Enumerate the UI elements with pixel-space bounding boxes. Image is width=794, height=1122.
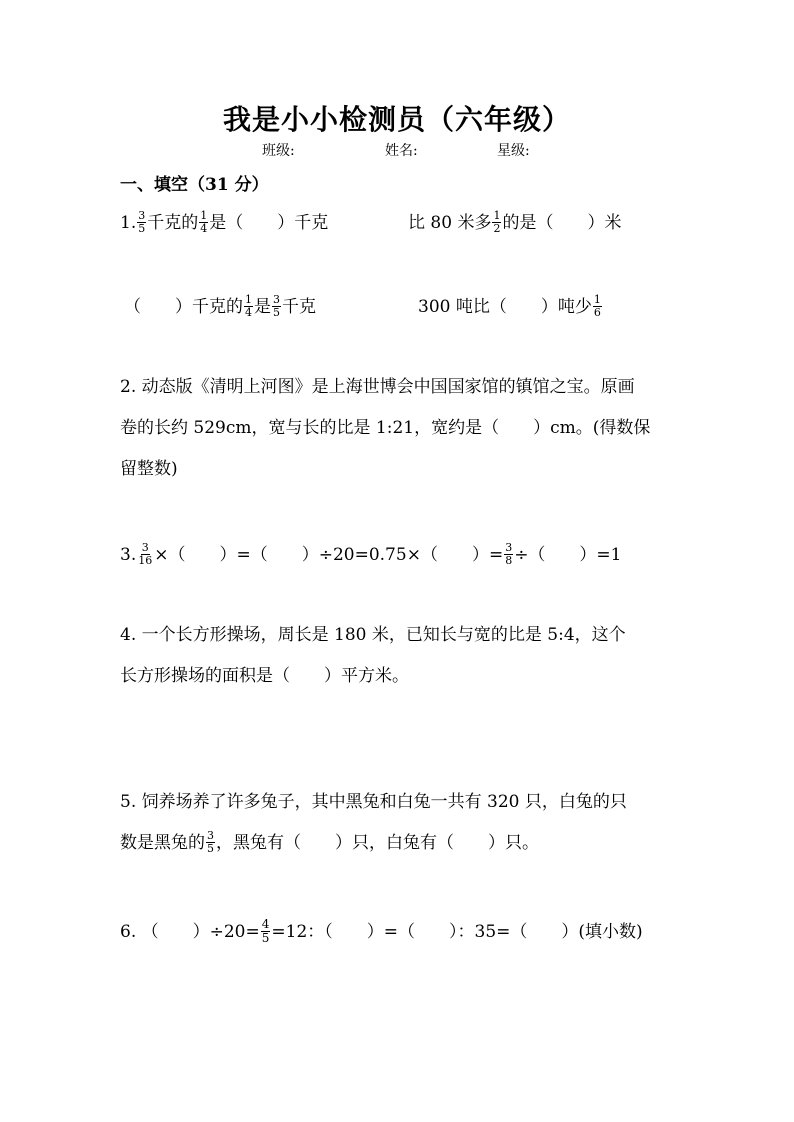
denominator: 4	[200, 222, 208, 235]
fraction	[206, 830, 215, 855]
text: 是	[254, 297, 271, 317]
numerator: 3	[273, 293, 280, 306]
numerator: 3	[505, 541, 513, 554]
section-heading: 一、填空（31 分）	[120, 175, 269, 195]
text: 300 吨比（ ）吨少	[418, 297, 592, 317]
numerator: 1	[593, 293, 601, 306]
fraction	[492, 210, 501, 235]
fraction	[261, 918, 271, 945]
fraction	[244, 294, 253, 319]
numerator: 3	[141, 541, 149, 554]
denominator: 2	[493, 222, 501, 235]
text: （ ）千克的	[124, 297, 243, 317]
text: 的是（ ）米	[502, 213, 622, 233]
fraction	[272, 294, 281, 319]
question-5-line-2	[120, 823, 680, 864]
text: ×（ ）=（ ）÷20=0.75×（ ）=	[154, 545, 504, 565]
fraction	[593, 294, 602, 319]
text: =12：（ ）=（ ）：35=（ ）(填小数)	[271, 922, 643, 942]
numerator: 3	[207, 829, 214, 842]
text: 千克的	[147, 213, 199, 233]
numerator: 3	[138, 209, 146, 222]
denominator: 5	[261, 931, 270, 945]
question-4-line-1: 4. 一个长方形操场，周长是 180 米，已知长与宽的比是 5:4，这个	[120, 625, 626, 645]
numerator: 1	[200, 209, 208, 222]
name-label: 姓名:	[385, 143, 418, 159]
question-3	[120, 543, 622, 568]
question-5	[120, 782, 680, 864]
text: 是（ ）千克	[209, 213, 329, 233]
question-2	[120, 367, 680, 490]
question-1b	[408, 211, 621, 236]
page-title: 我是小小检测员（六年级）	[222, 103, 571, 136]
denominator: 5	[207, 842, 214, 855]
question-2-line-3: 留整数)	[120, 459, 178, 479]
question-2-line-2: 卷的长约 529cm，宽与长的比是 1:21，宽约是（ ）cm。(得数保	[120, 418, 651, 438]
denominator: 8	[505, 554, 513, 567]
question-1a	[120, 211, 328, 236]
denominator: 4	[245, 306, 252, 319]
text: ÷（ ）=1	[514, 545, 622, 565]
question-5-line-1: 5. 饲养场养了许多兔子，其中黑兔和白兔一共有 320 只，白兔的只	[120, 792, 627, 812]
denominator: 6	[593, 306, 601, 319]
fraction	[199, 210, 208, 235]
numerator: 1	[493, 209, 501, 222]
text: ，黑兔有（ ）只，白兔有（ ）只。	[216, 833, 539, 853]
question-4-line-2: 长方形操场的面积是（ ）平方米。	[120, 666, 409, 686]
text: 比 80 米多	[408, 213, 492, 233]
question-number: 1.	[120, 213, 137, 233]
text: 千克	[282, 297, 316, 317]
fraction	[137, 542, 153, 567]
question-1c	[124, 295, 316, 320]
denominator: 16	[138, 554, 153, 567]
question-number: 3.	[120, 545, 137, 565]
denominator: 5	[138, 222, 146, 235]
question-6	[120, 919, 643, 946]
text: 6. （ ）÷20=	[120, 922, 260, 942]
text: 数是黑兔的	[120, 833, 205, 853]
question-1d	[418, 295, 603, 320]
denominator: 5	[273, 306, 280, 319]
numerator: 4	[261, 917, 270, 931]
fraction	[504, 542, 513, 567]
class-label: 班级:	[262, 143, 295, 159]
numerator: 1	[245, 293, 252, 306]
question-4	[120, 615, 680, 697]
question-2-line-1: 2. 动态版《清明上河图》是上海世博会中国国家馆的镇馆之宝。原画	[120, 377, 635, 397]
fraction	[137, 210, 146, 235]
star-label: 星级:	[497, 143, 530, 159]
